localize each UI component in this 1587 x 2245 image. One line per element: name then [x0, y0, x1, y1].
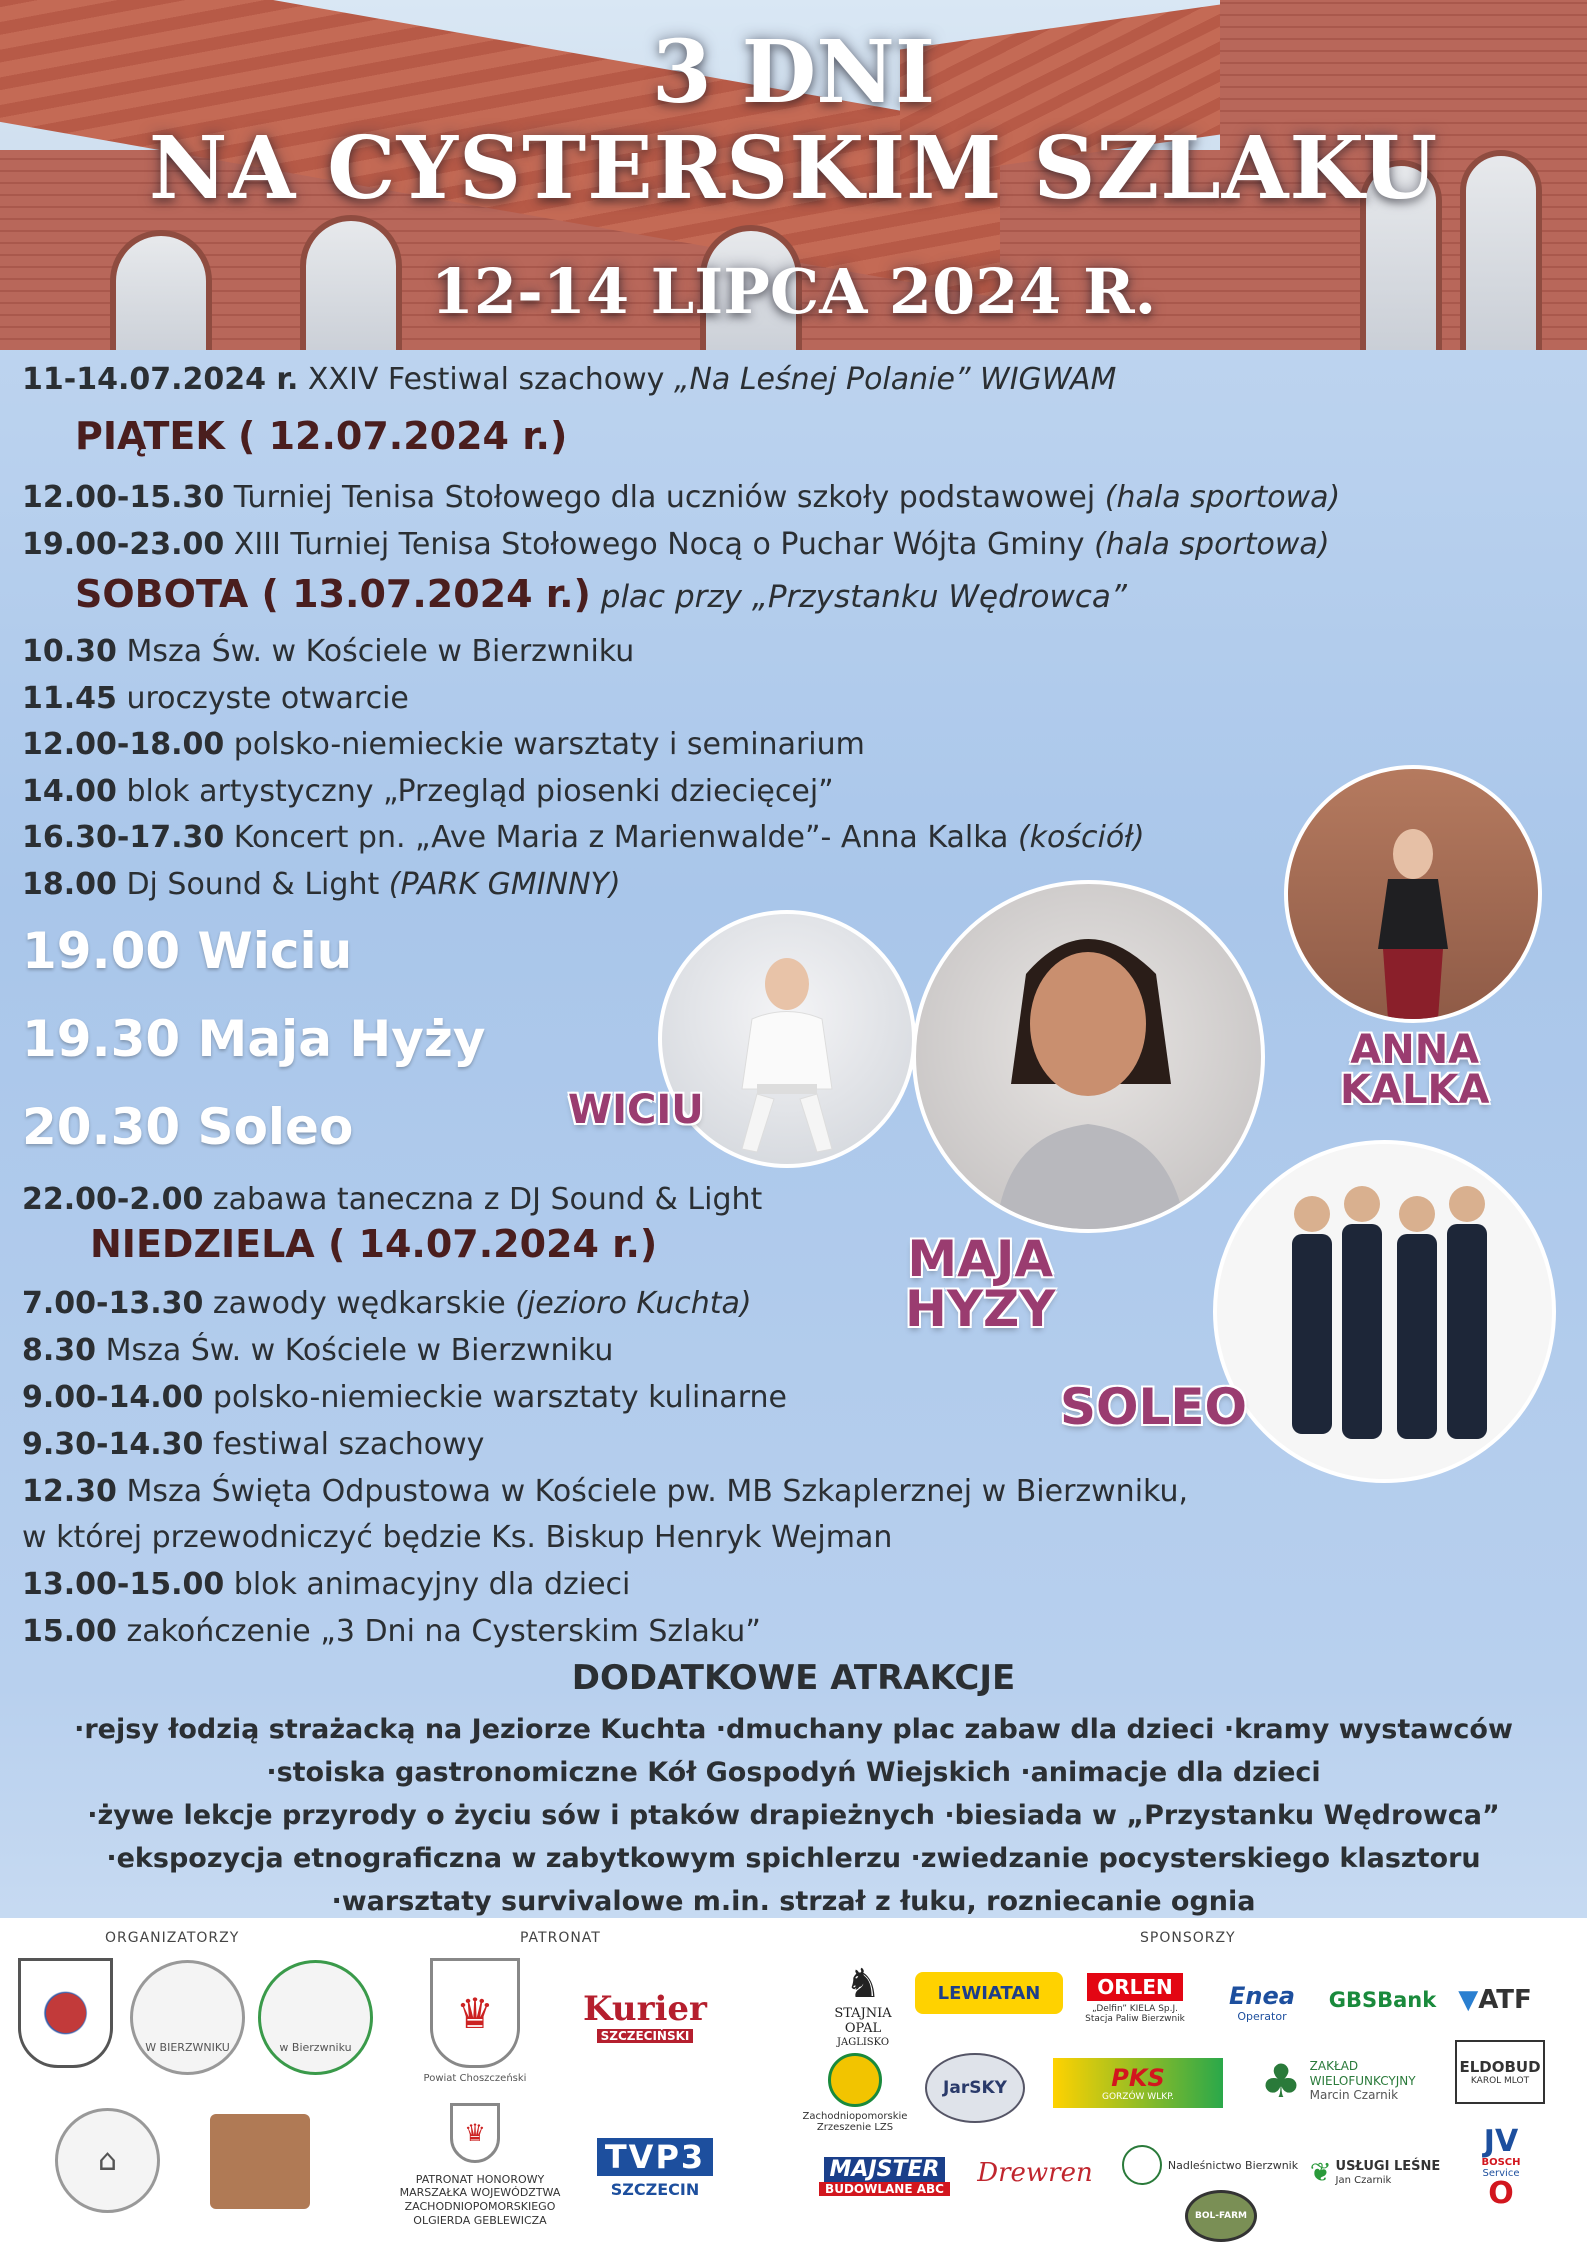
extras-line: ·żywe lekcje przyrody o życiu sów i ptaków drapieżnych ·biesiada w „Przystanku Wędrowca”	[87, 1800, 1500, 1831]
friday-heading: PIĄTEK ( 12.07.2024 r.)	[75, 414, 568, 458]
county-caption: Powiat Choszczeński	[423, 2072, 527, 2084]
title-line-1: 3 DNI	[651, 22, 936, 123]
concert-soleo: 20.30 Soleo	[22, 1098, 354, 1156]
soleo-photo	[1213, 1140, 1556, 1483]
artist-name-wiciu: WICIU	[568, 1087, 704, 1133]
enea-logo: Enea Operator	[1229, 1981, 1295, 2023]
lewiatan-logo: LEWIATAN	[915, 1972, 1063, 2014]
organizers-label: ORGANIZATORZY	[105, 1930, 240, 1946]
sunday-item: 9.30-14.30 festiwal szachowy	[22, 1427, 485, 1462]
saturday-item: 11.45 uroczyste otwarcie	[22, 681, 409, 716]
saturday-late-item: 22.00-2.00 zabawa taneczna z DJ Sound & Light	[22, 1182, 763, 1217]
saturday-item: 12.00-18.00 polsko-niemieckie warsztaty i seminarium	[22, 727, 865, 762]
friday-item: 12.00-15.30 Turniej Tenisa Stołowego dla uczniów szkoły podstawowej (hala sportowa)	[22, 480, 1341, 515]
title-line-2: NA CYSTERSKIM SZLAKU	[148, 118, 1439, 219]
sponsors-label: SPONSORZY	[1140, 1930, 1236, 1946]
sunday-item: 8.30 Msza Św. w Kościele w Bierzwniku	[22, 1333, 614, 1368]
sunday-item: 7.00-13.30 zawody wędkarskie (jezioro Kuchta)	[22, 1286, 752, 1321]
tvp3-logo: TVP3 SZCZECIN	[590, 2128, 720, 2208]
title-dates: 12-14 LIPCA 2024 R.	[430, 255, 1157, 328]
festival-name: „Na Leśnej Polanie” WIGWAM	[673, 362, 1117, 397]
jarsky-logo: JarSKY	[925, 2053, 1025, 2123]
bol-farm-logo: BOL-FARM	[1185, 2190, 1257, 2242]
friday-item: 19.00-23.00 XIII Turniej Tenisa Stołowego Nocą o Puchar Wójta Gminy (hala sportowa)	[22, 527, 1330, 562]
concert-maja-hyzy: 19.30 Maja Hyży	[22, 1010, 486, 1068]
stajnia-opal-logo: ♞ STAJNIA OPAL JAGLISKO	[834, 1961, 892, 2049]
sunday-item: 9.00-14.00 polsko-niemieckie warsztaty kulinarne	[22, 1380, 787, 1415]
pks-gorzow-logo: PKS GORZÓW WLKP.	[1053, 2058, 1223, 2108]
saturday-item: 14.00 blok artystyczny „Przegląd piosenki dziecięcej”	[22, 774, 834, 809]
sunday-item: 15.00 zakończenie „3 Dni na Cysterskim Szlaku”	[22, 1614, 761, 1649]
marshal-patronage-text: PATRONAT HONOROWY MARSZAŁKA WOJEWÓDZTWA ZACHODNIOPOMORSKIEGO OLGIERDA GEBLEWICZA	[399, 2172, 561, 2227]
majster-logo: MAJSTER BUDOWLANE ABC	[812, 2148, 957, 2204]
anna-kalka-photo	[1284, 765, 1542, 1023]
county-crest-logo: ♛	[430, 1958, 520, 2068]
festival-date: 11-14.07.2024 r.	[22, 362, 299, 397]
association-logo: ⌂	[55, 2108, 160, 2213]
kurier-logo: Kurier SZCZECIŃSKI	[583, 1989, 707, 2043]
maja-hyzy-photo	[912, 880, 1265, 1233]
extras-line: ·stoiska gastronomiczne Kół Gospodyń Wiejskich ·animacje dla dzieci	[266, 1757, 1321, 1788]
marshal-crest-logo: ♛	[450, 2103, 500, 2163]
sports-center-logo: w Bierzwniku	[258, 1960, 373, 2075]
extras-title: DODATKOWE ATRAKCJE	[571, 1658, 1016, 1698]
drewren-logo: Drewren	[977, 2158, 1093, 2188]
sunday-item: 12.30 Msza Święta Odpustowa w Kościele pw. MB Szkaplerznej w Bierzwniku,	[22, 1474, 1189, 1509]
saturday-item: 10.30 Msza Św. w Kościele w Bierzwniku	[22, 634, 635, 669]
extras-line: ·rejsy łodzią strażacką na Jeziorze Kuchta ·dmuchany plac zabaw dla dzieci ·kramy wystawców	[74, 1714, 1513, 1745]
sunday-item: w której przewodniczyć będzie Ks. Biskup Henryk Wejman	[22, 1520, 893, 1555]
sunday-item: 13.00-15.00 blok animacyjny dla dzieci	[22, 1567, 631, 1602]
festival-line	[22, 362, 1116, 397]
gbs-bank-logo: GBSBank	[1328, 1988, 1437, 2012]
extras-line: ·warsztaty survivalowe m.in. strzał z łuku, rozniecanie ognia	[331, 1886, 1256, 1917]
nadlesnictwo-logo: Nadleśnictwo Bierzwnik	[1120, 2140, 1300, 2190]
patronage-label: PATRONAT	[520, 1930, 601, 1946]
library-logo: W BIERZWNIKU	[130, 1960, 245, 2075]
seal-logo	[210, 2114, 310, 2209]
saturday-item: 16.30-17.30 Koncert pn. „Ave Maria z Marienwalde”- Anna Kalka (kościół)	[22, 820, 1145, 855]
orlen-logo: ORLEN „Delfin” KIELA Sp.J. Stacja Paliw Bierzwnik	[1085, 1974, 1185, 2024]
bosch-service-logo: JV BOSCH Service O	[1481, 2124, 1521, 2211]
footer-logos	[0, 1918, 1587, 2245]
atf-logo: ▼ ATF	[1458, 1985, 1532, 2015]
artist-name-anna-kalka: ANNA KALKA	[1340, 1027, 1490, 1113]
uslugi-lesne-logo: ❦ USŁUGI LEŚNE Jan Czarnik	[1309, 2158, 1441, 2188]
gmina-crest-logo	[18, 1958, 113, 2068]
lzs-logo: Zachodniopomorskie Zrzeszenie LZS	[795, 2038, 915, 2148]
eldobud-logo: ELDOBUD KAROL MLOT	[1455, 2040, 1545, 2104]
sunday-heading: NIEDZIELA ( 14.07.2024 r.)	[90, 1222, 658, 1266]
saturday-venue: plac przy „Przystanku Wędrowca”	[590, 579, 1127, 615]
artist-name-maja-hyzy: MAJA HYZY	[905, 1230, 1056, 1338]
saturday-heading: SOBOTA ( 13.07.2024 r.) plac przy „Przystanku Wędrowca”	[75, 572, 1127, 616]
saturday-item: 18.00 Dj Sound & Light (PARK GMINNY)	[22, 867, 621, 902]
festival-text: XXIV Festiwal szachowy	[298, 362, 674, 397]
extras-line: ·ekspozycja etnograficzna w zabytkowym spichlerzu ·zwiedzanie pocysterskiego klasztoru	[106, 1843, 1481, 1874]
artist-name-soleo: SOLEO	[1060, 1378, 1248, 1436]
concert-wiciu: 19.00 Wiciu	[22, 922, 353, 980]
zaklad-wielofunkcyjny-logo: ♣ ZAKŁAD WIELOFUNKCYJNY Marcin Czarnik	[1260, 2054, 1416, 2108]
